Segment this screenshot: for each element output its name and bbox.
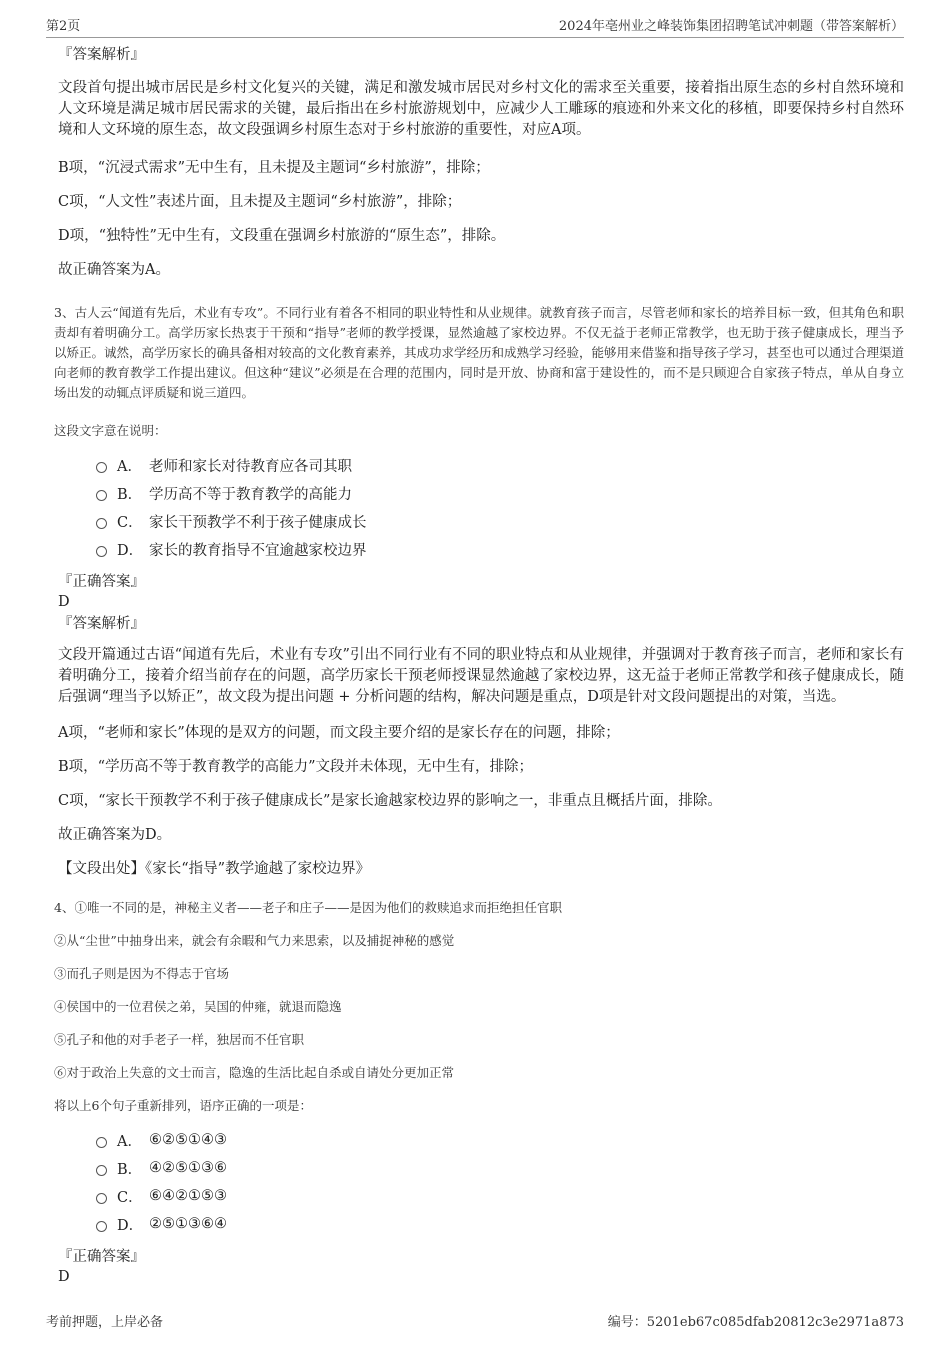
- q4-answer: D: [58, 1269, 70, 1285]
- q4-sentence-3: ③而孔子则是因为不得志于官场: [54, 966, 230, 981]
- q3-analysis-paragraph: 文段开篇通过古语“闻道有先后，术业有专攻”引出不同行业有不同的职业特点和从业规律，并强调对于教育孩子而言，老师和家长有着明确分工，接着介绍当前存在的问题，高学历家长干预老师授课显然逾越了家校边界，这无益于老师正常教学和孩子健康成长，随后强调“理当予以矫正”，故文段为提出问题 + 分析问题的结构，解决问题是重点，D项是针对文段问题提出的对策，当选。: [58, 647, 904, 705]
- option-letter: D．: [117, 542, 144, 559]
- option-letter: B．: [117, 486, 143, 503]
- q4-sentence-1: 4、①唯一不同的是，神秘主义者——老子和庄子——是因为他们的救赎追求而拒绝担任官职: [54, 900, 562, 915]
- option-letter: C．: [117, 1189, 143, 1206]
- q3-answer-label: 『正确答案』: [58, 574, 145, 590]
- option-letter: B．: [117, 1161, 143, 1178]
- radio-icon[interactable]: [96, 1137, 107, 1148]
- option-letter: A．: [117, 458, 142, 475]
- option-text: ⑥②⑤①④③: [149, 1132, 227, 1148]
- option-text: ④②⑤①③⑥: [149, 1160, 227, 1176]
- q2-analysis-paragraph: 文段首句提出城市居民是乡村文化复兴的关键，满足和激发城市居民对乡村文化的需求至关重要，接着指出原生态的乡村自然环境和人文环境是满足城市居民需求的关键，最后指出在乡村旅游规划中，应减少人工雕琢的痕迹和外来文化的移植，即要保持乡村自然环境和人文环境的原生态，故文段强调乡村原生态对于乡村旅游的重要性，对应A项。: [58, 80, 904, 138]
- q4-sentence-2: ②从“尘世”中抽身出来，就会有余暇和气力来思索，以及捕捉神秘的感觉: [54, 933, 455, 948]
- page-footer: [46, 1311, 904, 1330]
- radio-icon[interactable]: [96, 462, 107, 473]
- q4-option-a[interactable]: [96, 1126, 904, 1154]
- document-title: 2024年亳州业之峰装饰集团招聘笔试冲刺题（带答案解析）: [558, 19, 904, 34]
- option-text: ⑥④②①⑤③: [149, 1188, 227, 1204]
- q3-final-answer: 故正确答案为D。: [58, 827, 172, 843]
- q3-analysis-line-c: C项，“家长干预教学不利于孩子健康成长”是家长逾越家校边界的影响之一，非重点且概括片面，排除。: [58, 793, 722, 809]
- page-header: [46, 12, 904, 38]
- q2-analysis-line-d: D项，“独特性”无中生有，文段重在强调乡村旅游的“原生态”，排除。: [58, 228, 506, 244]
- q3-option-c[interactable]: [96, 507, 904, 535]
- q2-analysis-line-c: C项，“人文性”表述片面，且未提及主题词“乡村旅游”，排除；: [58, 194, 462, 210]
- q2-analysis-line-b: B项，“沉浸式需求”无中生有，且未提及主题词“乡村旅游”，排除；: [58, 160, 490, 176]
- option-text: 学历高不等于教育教学的高能力: [149, 486, 352, 503]
- q4-sentence-5: ⑤孔子和他的对手老子一样，独居而不任官职: [54, 1032, 305, 1047]
- option-text: 老师和家长对待教育应各司其职: [149, 458, 352, 475]
- q3-answer: D: [58, 594, 70, 610]
- option-letter: A．: [117, 1133, 142, 1150]
- q4-options: [96, 1126, 904, 1238]
- q4-sentence-6: ⑥对于政治上失意的文士而言，隐逸的生活比起自杀或自请处分更加正常: [54, 1065, 455, 1080]
- q3-option-d[interactable]: [96, 535, 904, 563]
- q3-source: 【文段出处】《家长“指导”教学逾越了家校边界》: [58, 861, 371, 877]
- q3-stem: 3、古人云“闻道有先后，术业有专攻”。不同行业有着各不相同的职业特性和从业规律。就教育孩子而言，尽管老师和家长的培养目标一致，但其角色和职责却有着明确分工。高学历家长热衷于干预和“指导”老师的教学授课，显然逾越了家校边界。不仅无益于老师正常教学，也无助于孩子健康成长，理当予以矫正。诚然，高学历家长的确具备相对较高的文化教育素养，其成功求学经历和成熟学习经验，能够用来借鉴和指导孩子学习，甚至也可以通过合理渠道向老师的教育教学工作提出建议。但这种“建议”必须是在合理的范围内，同时是开放、协商和富于建设性的，而不是只顾迎合自家孩子特点，单从自身立场出发的动辄点评质疑和说三道四。: [54, 305, 905, 400]
- option-text: ②⑤①③⑥④: [149, 1216, 227, 1232]
- q2-final-answer: 故正确答案为A。: [58, 262, 170, 278]
- q3-option-b[interactable]: [96, 479, 904, 507]
- q4-option-c[interactable]: [96, 1182, 904, 1210]
- radio-icon[interactable]: [96, 490, 107, 501]
- page-content: [46, 44, 904, 1286]
- option-text: 家长的教育指导不宜逾越家校边界: [149, 542, 367, 559]
- radio-icon[interactable]: [96, 1165, 107, 1176]
- q3-prompt: 这段文字意在说明：: [54, 423, 167, 438]
- q4-answer-label: 『正确答案』: [58, 1249, 145, 1265]
- radio-icon[interactable]: [96, 1221, 107, 1232]
- q4-option-d[interactable]: [96, 1210, 904, 1238]
- option-letter: D．: [117, 1217, 144, 1234]
- footer-slogan: 考前押题，上岸必备: [46, 1315, 164, 1330]
- radio-icon[interactable]: [96, 518, 107, 529]
- option-text: 家长干预教学不利于孩子健康成长: [149, 514, 367, 531]
- q4-prompt: 将以上6个句子重新排列，语序正确的一项是：: [54, 1098, 312, 1113]
- q3-option-a[interactable]: [96, 451, 904, 479]
- q3-analysis-line-b: B项，“学历高不等于教育教学的高能力”文段并未体现，无中生有，排除；: [58, 759, 533, 775]
- radio-icon[interactable]: [96, 1193, 107, 1204]
- q4-sentence-4: ④侯国中的一位君侯之弟，吴国的仲雍，就退而隐逸: [54, 999, 342, 1014]
- radio-icon[interactable]: [96, 546, 107, 557]
- q3-analysis-line-a: A项，“老师和家长”体现的是双方的问题，而文段主要介绍的是家长存在的问题，排除；: [58, 725, 620, 741]
- document-id: 编号：5201eb67c085dfab20812c3e2971a873: [607, 1315, 904, 1330]
- q2-analysis-label: 『答案解析』: [58, 47, 145, 63]
- option-letter: C．: [117, 514, 143, 531]
- q3-options: [96, 451, 904, 563]
- q3-analysis-label: 『答案解析』: [58, 616, 145, 632]
- page-number: 第2页: [46, 19, 81, 34]
- q4-option-b[interactable]: [96, 1154, 904, 1182]
